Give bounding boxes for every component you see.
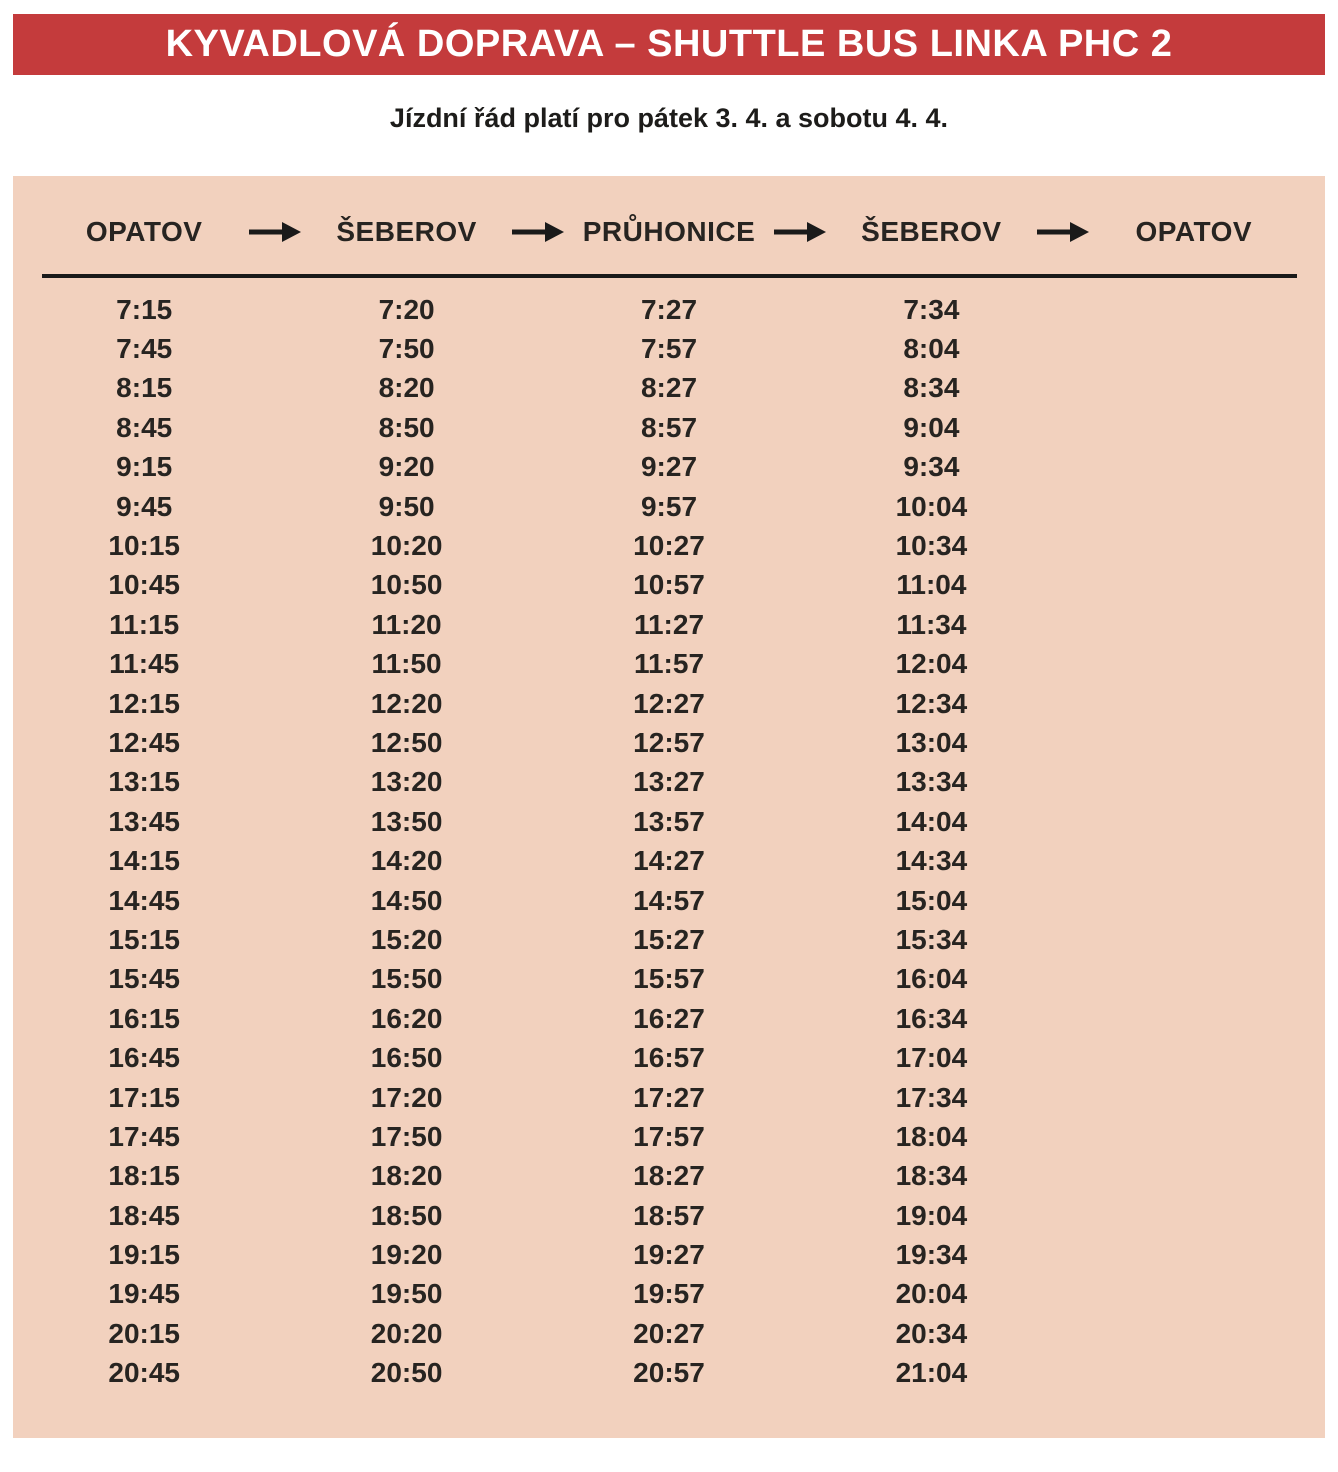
table-row (13, 1117, 1325, 1156)
time-cell: 12:50 (370, 726, 443, 758)
time-cell: 11:15 (109, 608, 180, 640)
time-cell: 17:20 (370, 1081, 443, 1113)
arrow-right-icon (1036, 221, 1090, 243)
time-cell: 15:04 (895, 884, 968, 916)
time-cell: 13:45 (108, 805, 180, 837)
time-cell: 13:27 (633, 766, 705, 798)
station-header-opatov-arrive: OPATOV (1135, 216, 1253, 247)
time-cell: 7:57 (640, 333, 698, 365)
time-cell: 13:04 (895, 726, 968, 758)
time-cell: 11:34 (896, 608, 967, 640)
time-cell: 7:15 (116, 293, 173, 325)
table-row (13, 1196, 1325, 1235)
table-row (13, 1354, 1325, 1393)
time-cell: 14:20 (370, 845, 443, 877)
time-cell: 12:45 (108, 726, 180, 758)
time-cell: 7:20 (378, 293, 435, 325)
table-row (13, 566, 1325, 605)
time-cell: 9:57 (640, 490, 698, 522)
arrow-right-icon (773, 221, 827, 243)
time-cell: 16:57 (633, 1042, 705, 1074)
table-row (13, 487, 1325, 526)
time-cell: 12:20 (370, 687, 443, 719)
time-cell: 13:50 (370, 805, 443, 837)
time-cell: 12:15 (108, 687, 180, 719)
timetable-header (13, 204, 1325, 260)
time-cell: 10:27 (633, 530, 705, 562)
table-row (13, 841, 1325, 880)
time-cell: 8:27 (640, 372, 698, 404)
time-cell: 20:45 (108, 1357, 180, 1389)
time-cell: 16:15 (108, 1002, 180, 1034)
time-cell: 17:34 (895, 1081, 968, 1113)
time-cell: 17:27 (633, 1081, 705, 1113)
time-cell: 9:45 (116, 490, 173, 522)
time-cell: 11:27 (633, 608, 705, 640)
time-cell: 17:57 (633, 1120, 705, 1152)
table-row (13, 605, 1325, 644)
time-cell: 10:04 (895, 490, 968, 522)
time-cell: 11:45 (109, 648, 180, 680)
time-cell: 16:27 (633, 1002, 705, 1034)
time-cell: 8:50 (378, 411, 435, 443)
time-cell: 10:45 (108, 569, 180, 601)
time-cell: 19:27 (633, 1239, 705, 1271)
time-cell: 18:15 (108, 1160, 180, 1192)
time-cell: 18:57 (633, 1199, 705, 1231)
time-cell: 14:50 (370, 884, 443, 916)
time-cell: 14:45 (108, 884, 180, 916)
table-row (13, 960, 1325, 999)
station-header-pruhonice: PRŮHONICE (582, 216, 756, 247)
time-cell: 16:20 (370, 1002, 443, 1034)
time-cell: 17:45 (108, 1120, 180, 1152)
time-cell: 17:50 (370, 1120, 443, 1152)
timetable-body (13, 290, 1325, 1393)
time-cell: 13:34 (895, 766, 968, 798)
time-cell: 21:04 (895, 1357, 968, 1389)
time-cell: 14:34 (895, 845, 968, 877)
time-cell: 15:57 (633, 963, 705, 995)
table-row (13, 684, 1325, 723)
station-header-seberov-back: ŠEBEROV (861, 216, 1002, 247)
table-row (13, 881, 1325, 920)
time-cell: 19:04 (895, 1199, 968, 1231)
time-cell: 20:04 (895, 1278, 968, 1310)
time-cell: 8:20 (378, 372, 435, 404)
table-row (13, 1314, 1325, 1353)
time-cell: 17:04 (895, 1042, 968, 1074)
time-cell: 17:15 (108, 1081, 180, 1113)
time-cell: 7:50 (378, 333, 435, 365)
table-row (13, 1235, 1325, 1274)
time-cell: 19:34 (895, 1239, 968, 1271)
time-cell: 11:57 (633, 648, 705, 680)
time-cell: 11:50 (371, 648, 442, 680)
time-cell: 10:34 (895, 530, 968, 562)
time-cell: 20:50 (370, 1357, 443, 1389)
time-cell: 9:50 (378, 490, 435, 522)
time-cell: 19:20 (370, 1239, 443, 1271)
arrow-right-icon (511, 221, 565, 243)
table-row (13, 645, 1325, 684)
table-row (13, 999, 1325, 1038)
arrow-right-icon (248, 221, 302, 243)
time-cell: 15:15 (108, 923, 180, 955)
table-row (13, 1078, 1325, 1117)
table-row (13, 763, 1325, 802)
time-cell: 12:04 (895, 648, 968, 680)
time-cell: 15:34 (895, 923, 968, 955)
table-row (13, 290, 1325, 329)
time-cell: 8:15 (116, 372, 173, 404)
time-cell: 14:04 (895, 805, 968, 837)
validity-subtitle: Jízdní řád platí pro pátek 3. 4. a sobotu 4. 4. (389, 103, 949, 133)
time-cell: 19:45 (108, 1278, 180, 1310)
table-row (13, 802, 1325, 841)
table-row (13, 448, 1325, 487)
time-cell: 18:50 (370, 1199, 443, 1231)
table-row (13, 1157, 1325, 1196)
table-row (13, 369, 1325, 408)
time-cell: 10:50 (370, 569, 443, 601)
time-cell: 9:34 (903, 451, 960, 483)
table-row (13, 408, 1325, 447)
time-cell: 8:34 (903, 372, 960, 404)
page-title: KYVADLOVÁ DOPRAVA – SHUTTLE BUS LINKA PHC 2 (165, 23, 1173, 65)
time-cell: 11:20 (371, 608, 442, 640)
time-cell: 12:34 (895, 687, 968, 719)
time-cell: 7:45 (116, 333, 173, 365)
time-cell: 18:20 (370, 1160, 443, 1192)
table-row (13, 1275, 1325, 1314)
time-cell: 14:15 (108, 845, 180, 877)
time-cell: 12:27 (633, 687, 705, 719)
time-cell: 13:15 (108, 766, 180, 798)
time-cell: 11:04 (896, 569, 967, 601)
time-cell: 16:04 (895, 963, 968, 995)
time-cell: 13:20 (370, 766, 443, 798)
time-cell: 19:15 (108, 1239, 180, 1271)
time-cell: 10:20 (370, 530, 443, 562)
time-cell: 20:34 (895, 1317, 968, 1349)
time-cell: 18:45 (108, 1199, 180, 1231)
time-cell: 19:57 (633, 1278, 705, 1310)
time-cell: 19:50 (370, 1278, 443, 1310)
time-cell: 20:15 (108, 1317, 180, 1349)
header-divider (42, 274, 1297, 278)
time-cell: 18:27 (633, 1160, 705, 1192)
table-row (13, 526, 1325, 565)
time-cell: 16:50 (370, 1042, 443, 1074)
time-cell: 14:57 (633, 884, 705, 916)
time-cell: 15:20 (370, 923, 443, 955)
table-row (13, 723, 1325, 762)
time-cell: 8:04 (903, 333, 960, 365)
time-cell: 16:45 (108, 1042, 180, 1074)
time-cell: 9:04 (903, 411, 960, 443)
time-cell: 8:45 (116, 411, 173, 443)
time-cell: 20:27 (633, 1317, 705, 1349)
time-cell: 15:27 (633, 923, 705, 955)
time-cell: 20:20 (370, 1317, 443, 1349)
time-cell: 15:50 (370, 963, 443, 995)
time-cell: 12:57 (633, 726, 705, 758)
time-cell: 13:57 (633, 805, 705, 837)
table-row (13, 329, 1325, 368)
time-cell: 8:57 (640, 411, 698, 443)
time-cell: 18:34 (895, 1160, 968, 1192)
station-header-seberov-out: ŠEBEROV (336, 216, 477, 247)
title-banner (13, 14, 1325, 75)
time-cell: 18:04 (895, 1120, 968, 1152)
time-cell: 14:27 (633, 845, 705, 877)
time-cell: 20:57 (633, 1357, 705, 1389)
time-cell: 15:45 (108, 963, 180, 995)
time-cell: 9:15 (116, 451, 173, 483)
time-cell: 9:27 (640, 451, 698, 483)
table-row (13, 920, 1325, 959)
time-cell: 9:20 (378, 451, 435, 483)
time-cell: 10:15 (108, 530, 180, 562)
time-cell: 10:57 (633, 569, 705, 601)
time-cell: 16:34 (895, 1002, 968, 1034)
station-header-opatov-depart: OPATOV (85, 216, 203, 247)
time-cell: 7:34 (903, 293, 960, 325)
time-cell: 7:27 (640, 293, 698, 325)
timetable-sheet (13, 176, 1325, 1438)
table-row (13, 1038, 1325, 1077)
